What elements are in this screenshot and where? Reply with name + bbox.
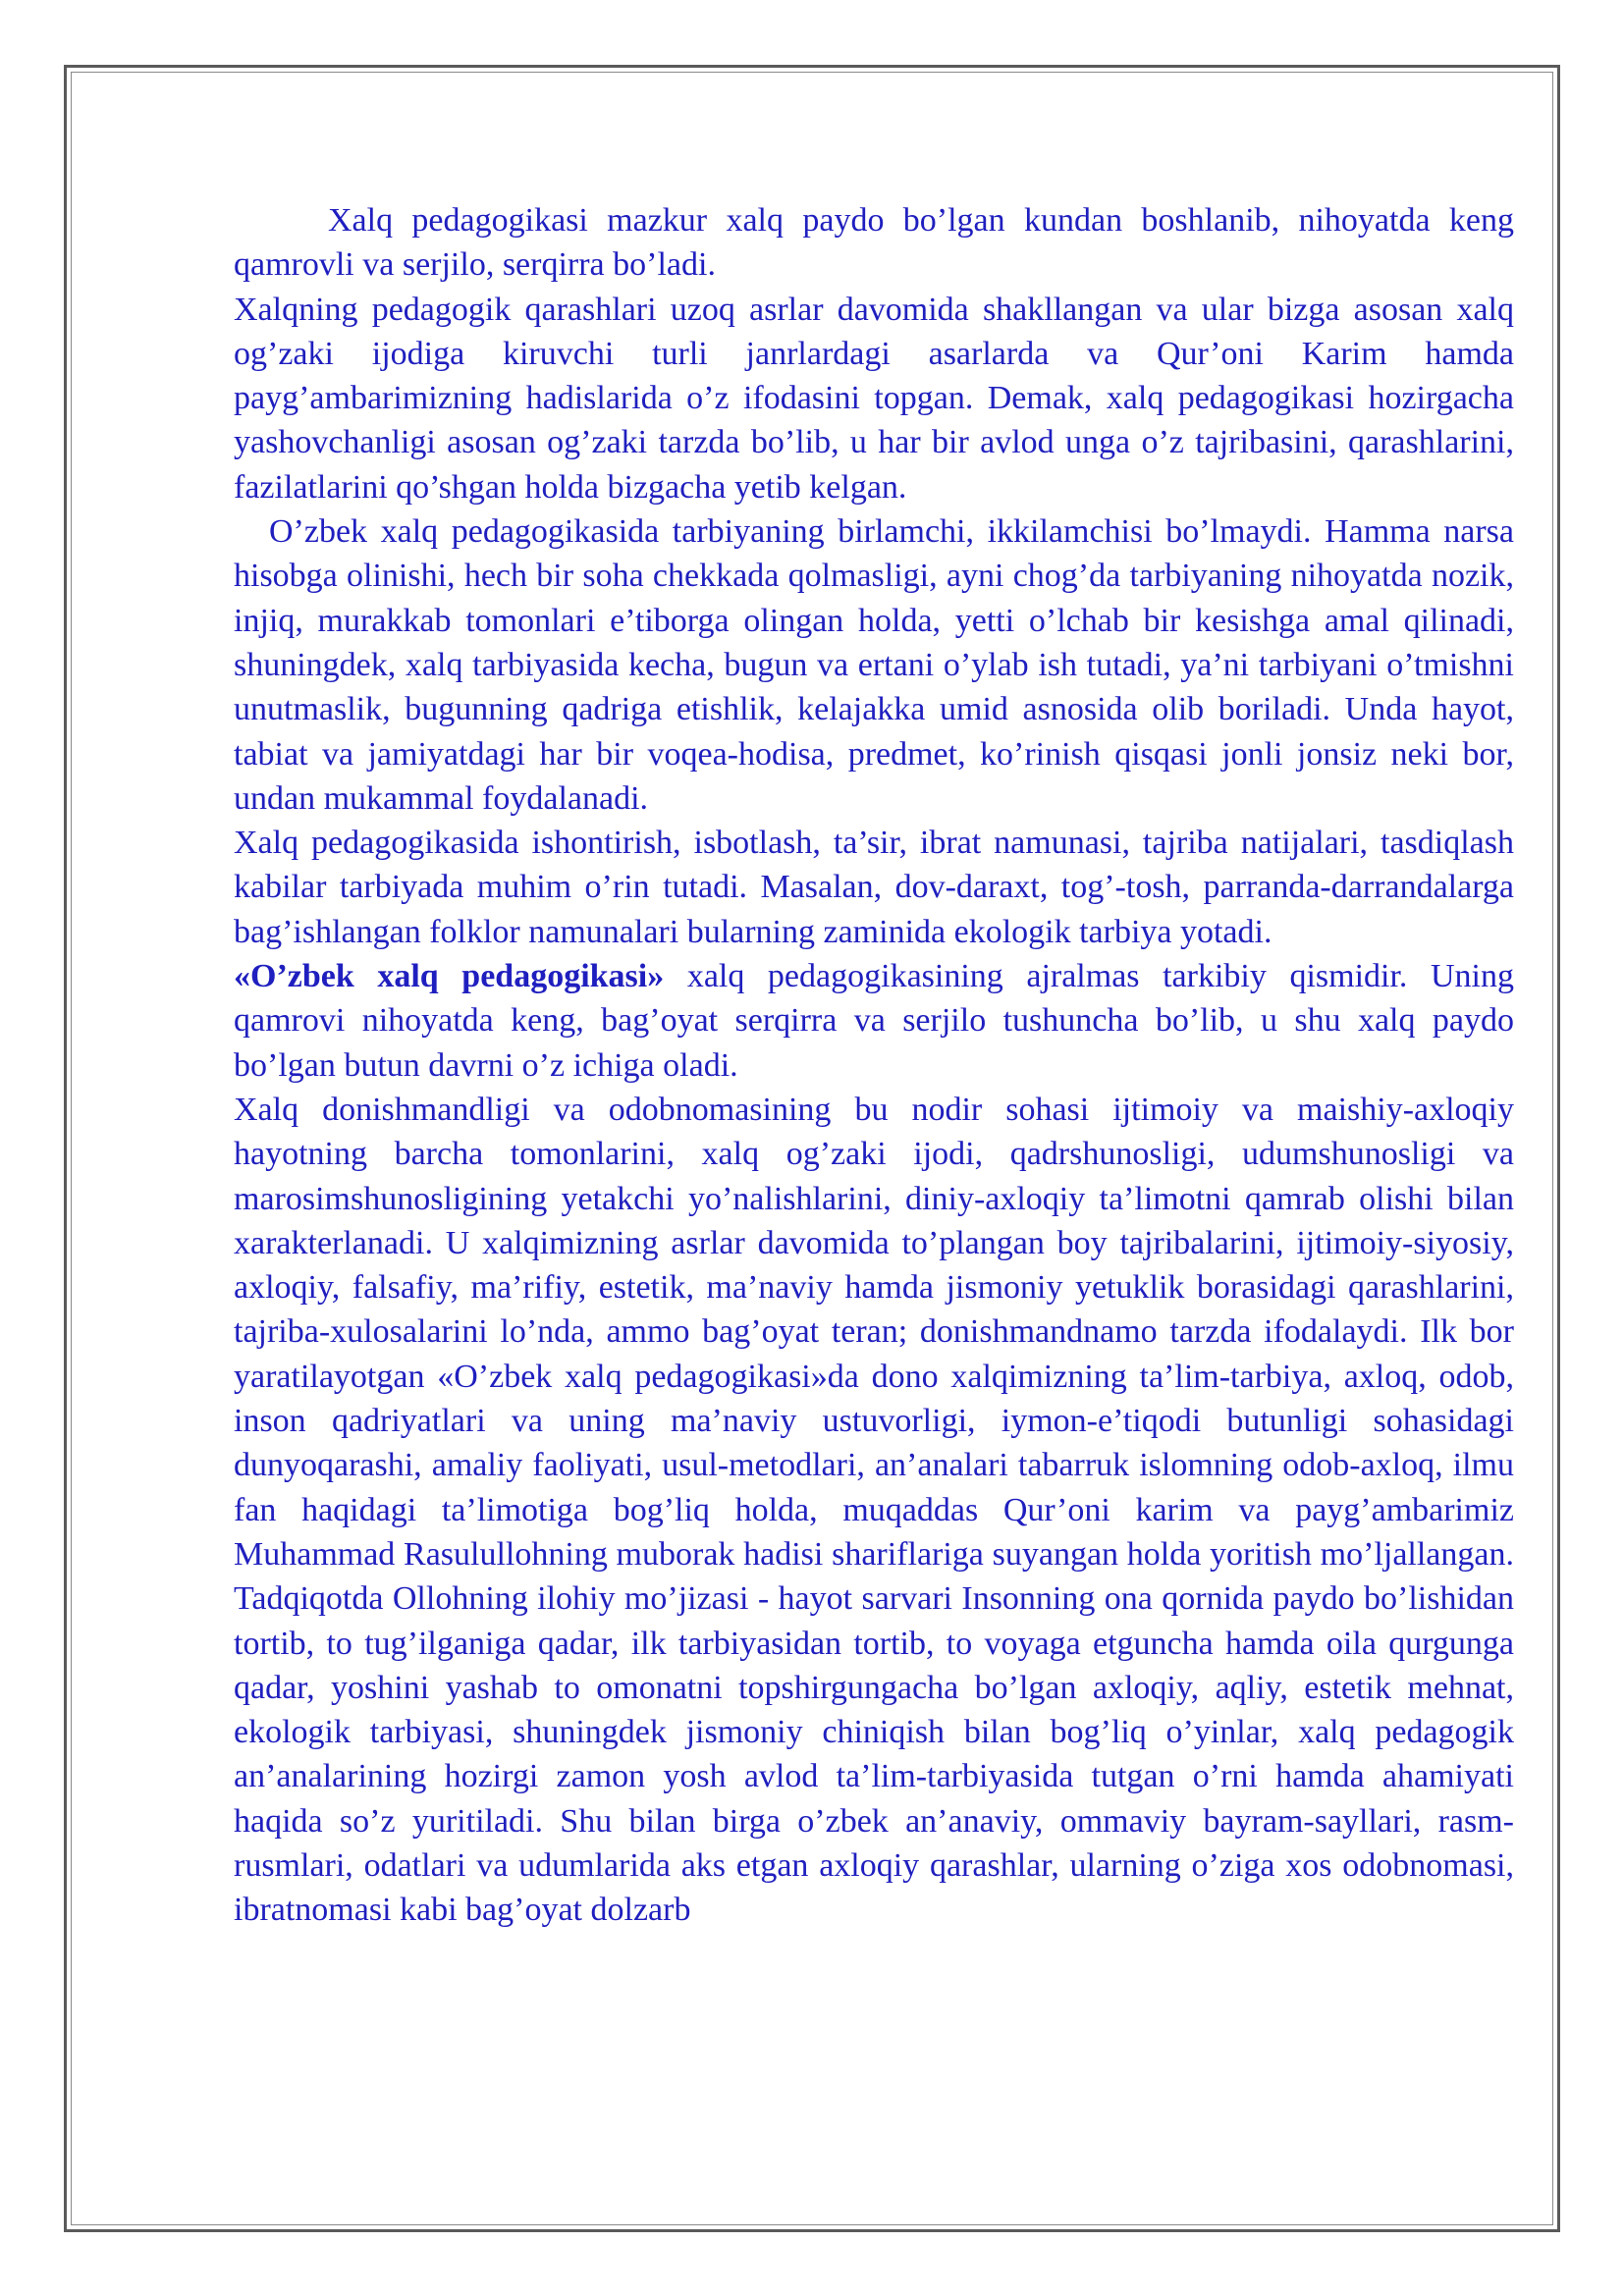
document-body xyxy=(234,198,1514,1933)
paragraph-4: Xalq pedagogikasida ishontirish, isbotlash, ta’sir, ibrat namunasi, tajriba natijalari, tasdiqlash kabilar tarbiyada muhim o’rin tutadi. Masalan, dov-daraxt, tog’-tosh, parranda-darrandalarga bag’ishlangan folklor namunalari bularning zaminida ekologik tarbiya yotadi. xyxy=(234,825,1514,950)
paragraph-6: Xalq donishmandligi va odobnomasining bu nodir sohasi ijtimoiy va maishiy-axloqiy hayotning barcha tomonlarini, xalq og’zaki ijodi, qadrshunosligi, udumshunosligi va marosimshunosligining yetakchi yo’nalishlarini, diniy-axloqiy ta’limotni qamrab olishi bilan xarakterlanadi. U xalqimizning asrlar davomida to’plangan boy tajribalarini, ijtimoiy-siyosiy, axloqiy, falsafiy, ma’rifiy, estetik, ma’naviy hamda jismoniy yetuklik borasidagi qarashlarini, tajriba-xulosalarini lo’nda, ammo bag’oyat teran; donishmandnamo tarzda ifodalaydi. Ilk bor yaratilayotgan «O’zbek xalq pedagogikasi»da dono xalqimizning ta’lim-tarbiya, axloq, odob, inson qadriyatlari va uning ma’naviy ustuvorligi, iymon-e’tiqodi butunligi sohasidagi dunyoqarashi, amaliy faoliyati, usul-metodlari, an’analari tabarruk islomning odob-axloq, ilmu fan haqidagi ta’limotiga bog’liq holda, muqaddas Qur’oni karim va payg’ambarimiz Muhammad Rasulullohning muborak hadisi shariflariga suyangan holda yoritish mo’ljallangan. Tadqiqotda Ollohning ilohiy mo’jizasi - hayot sarvari Insonning ona qornida paydo bo’lishidan tortib, to tug’ilganiga qadar, ilk tarbiyasidan tortib, to voyaga etguncha hamda oila qurgunga qadar, yoshini yashab to omonatni topshirgungacha bo’lgan axloqiy, aqliy, estetik mehnat, ekologik tarbiyasi, shuningdek jismoniy chiniqish bilan bog’liq o’yinlar, xalq pedagogik an’analarining hozirgi zamon yosh avlod ta’lim-tarbiyasida tutgan o’rni hamda ahamiyati haqida so’z yuritiladi. Shu bilan birga o’zbek an’anaviy, ommaviy bayram-sayllari, rasm-rusmlari, odatlari va udumlarida aks etgan axloqiy qarashlar, ularning o’ziga xos odobnomasi, ibratnomasi kabi bag’oyat dolzarb xyxy=(234,1091,1514,1929)
paragraph-2: Xalqning pedagogik qarashlari uzoq asrlar davomida shakllangan va ular bizga asosan xalq og’zaki ijodiga kiruvchi turli janrlardagi asarlarda va Qur’oni Karim hamda payg’ambarimizning hadislarida o’z ifodasini topgan. Demak, xalq pedagogikasi hozirgacha yashovchanligi asosan og’zaki tarzda bo’lib, u har bir avlod unga o’z tajribasini, qarashlarini, fazilatlarini qo’shgan holda bizgacha yetib kelgan. xyxy=(234,291,1514,506)
paragraph-5-text: xalq pedagogikasining ajralmas tarkibiy qismidir. Uning qamrovi nihoyatda keng, bag’oyat serqirra va serjilo tushuncha bo’lib, u shu xalq paydo bo’lgan butun davrni o’z ichiga oladi. xyxy=(234,958,1514,1084)
paragraph-3: O’zbek xalq pedagogikasida tarbiyaning birlamchi, ikkilamchisi bo’lmaydi. Hamma narsa hisobga olinishi, hech bir soha chekkada qolmasligi, ayni chog’da tarbiyaning nihoyatda nozik, injiq, murakkab tomonlari e’tiborga olingan holda, yetti o’lchab bir kesishga amal qilinadi, shuningdek, xalq tarbiyasida kecha, bugun va ertani o’ylab ish tutadi, ya’ni tarbiyani o’tmishni unutmaslik, bugunning qadriga etishlik, kelajakka umid asnosida olib boriladi. Unda hayot, tabiat va jamiyatdagi har bir voqea-hodisa, predmet, ko’rinish qisqasi jonli jonsiz neki bor, undan mukammal foydalanadi. xyxy=(234,513,1514,817)
paragraph-5-bold-term: «O’zbek xalq pedagogikasi» xyxy=(234,958,665,995)
paragraph-1: Xalq pedagogikasi mazkur xalq paydo bo’lgan kundan boshlanib, nihoyatda keng qamrovli va serjilo, serqirra bo’ladi. xyxy=(234,202,1514,284)
paragraph-5 xyxy=(234,954,1514,1088)
